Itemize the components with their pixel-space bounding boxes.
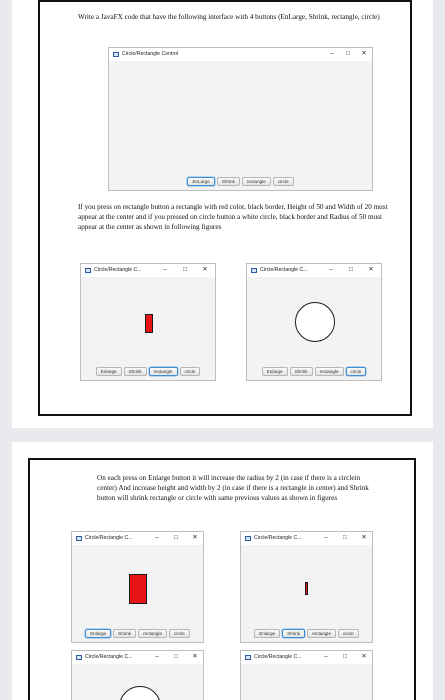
enlarge-button[interactable]: EnLarge bbox=[187, 177, 214, 186]
rectangle-button[interactable]: rectangle bbox=[315, 367, 344, 376]
window-title: Circle/Rectangle C... bbox=[254, 535, 302, 541]
rectangle-window bbox=[80, 263, 216, 381]
close-icon[interactable]: ✕ bbox=[368, 266, 374, 273]
maximize-icon[interactable]: □ bbox=[346, 50, 350, 57]
app-icon bbox=[251, 268, 257, 273]
window-content bbox=[81, 277, 215, 380]
shrink-button[interactable]: Shrink bbox=[282, 629, 305, 638]
button-bar bbox=[241, 629, 372, 638]
enlarged-rectangle-window bbox=[71, 531, 204, 643]
rectangle-button[interactable]: rectangle bbox=[242, 177, 271, 186]
app-icon bbox=[85, 268, 91, 273]
window-title: Circle/Rectangle C... bbox=[85, 654, 133, 660]
button-bar bbox=[81, 367, 215, 376]
app-icon bbox=[245, 655, 251, 660]
window-title: Circle/Rectangle C... bbox=[94, 267, 142, 273]
window-content bbox=[247, 277, 381, 380]
title-bar bbox=[72, 651, 203, 664]
white-circle bbox=[119, 686, 161, 700]
app-icon bbox=[76, 536, 82, 541]
minimize-icon[interactable]: – bbox=[163, 266, 167, 273]
circle-window-partial bbox=[71, 650, 204, 700]
title-bar bbox=[81, 264, 215, 277]
red-rectangle bbox=[129, 574, 147, 604]
window-content bbox=[241, 664, 372, 700]
title-bar bbox=[72, 532, 203, 545]
shrink-button[interactable]: Shrink bbox=[124, 367, 147, 376]
shrink-button[interactable]: Shrink bbox=[113, 629, 136, 638]
shrink-button[interactable]: Shrink bbox=[217, 177, 240, 186]
shrunk-rectangle-window bbox=[240, 531, 373, 643]
minimize-icon[interactable]: – bbox=[329, 266, 333, 273]
title-bar bbox=[109, 48, 372, 61]
close-icon[interactable]: ✕ bbox=[192, 534, 198, 541]
minimize-icon[interactable]: – bbox=[155, 653, 159, 660]
white-circle bbox=[295, 302, 335, 342]
maximize-icon[interactable]: □ bbox=[343, 534, 347, 541]
window-content bbox=[72, 545, 203, 642]
circle-window bbox=[246, 263, 382, 381]
app-icon bbox=[76, 655, 82, 660]
close-icon[interactable]: ✕ bbox=[361, 50, 367, 57]
window-title: Circle/Rectangle C... bbox=[85, 535, 133, 541]
enlarge-button[interactable]: Enlarge bbox=[85, 629, 111, 638]
maximize-icon[interactable]: □ bbox=[174, 534, 178, 541]
minimize-icon[interactable]: – bbox=[155, 534, 159, 541]
maximize-icon[interactable]: □ bbox=[343, 653, 347, 660]
minimize-icon[interactable]: – bbox=[330, 50, 334, 57]
button-bar bbox=[247, 367, 381, 376]
enlarge-button[interactable]: Enlarge bbox=[254, 629, 280, 638]
circle-button[interactable]: circle bbox=[169, 629, 190, 638]
enlarge-button[interactable]: Enlarge bbox=[96, 367, 122, 376]
close-icon[interactable]: ✕ bbox=[202, 266, 208, 273]
window-title: Circle/Rectangle C... bbox=[260, 267, 308, 273]
minimize-icon[interactable]: – bbox=[324, 534, 328, 541]
minimize-icon[interactable]: – bbox=[324, 653, 328, 660]
window-title: Circle/Rectangle C... bbox=[254, 654, 302, 660]
close-icon[interactable]: ✕ bbox=[192, 653, 198, 660]
close-icon[interactable]: ✕ bbox=[361, 534, 367, 541]
title-bar bbox=[247, 264, 381, 277]
enlarge-button[interactable]: Enlarge bbox=[262, 367, 288, 376]
window-title: Circle/Rectangle Control bbox=[122, 51, 179, 57]
window-content bbox=[72, 664, 203, 700]
title-bar bbox=[241, 532, 372, 545]
circle-button[interactable]: circle bbox=[180, 367, 201, 376]
window-content bbox=[109, 61, 372, 190]
intro-text: Write a JavaFX code that have the following interface with 4 buttons (EnLarge, Shrink, rectangle, circle) bbox=[78, 13, 380, 21]
second-window-partial bbox=[240, 650, 373, 700]
app-icon bbox=[245, 536, 251, 541]
circle-button[interactable]: circle bbox=[346, 367, 367, 376]
document-page-2 bbox=[12, 442, 433, 700]
main-window bbox=[108, 47, 373, 191]
red-rectangle bbox=[145, 314, 153, 333]
window-content bbox=[241, 545, 372, 642]
maximize-icon[interactable]: □ bbox=[174, 653, 178, 660]
shrink-button[interactable]: Shrink bbox=[290, 367, 313, 376]
rectangle-button[interactable]: rectangle bbox=[307, 629, 336, 638]
circle-button[interactable]: circle bbox=[273, 177, 294, 186]
button-bar bbox=[72, 629, 203, 638]
maximize-icon[interactable]: □ bbox=[349, 266, 353, 273]
app-icon bbox=[113, 52, 119, 57]
title-bar bbox=[241, 651, 372, 664]
rectangle-button[interactable]: rectangle bbox=[138, 629, 167, 638]
rectangle-button[interactable]: rectangle bbox=[149, 367, 178, 376]
close-icon[interactable]: ✕ bbox=[361, 653, 367, 660]
red-rectangle bbox=[305, 582, 308, 595]
maximize-icon[interactable]: □ bbox=[183, 266, 187, 273]
description-text: If you press on rectangle button a rectangle with red color, black border, Height of 50 and Width of 20 must appear at the center and if you pressed on circle button a white circle, black border and Radius of 50 must appear at the center as shown in following figures bbox=[78, 203, 388, 232]
button-bar bbox=[109, 177, 372, 186]
description-text: On each press on Enlarge button it will increase the radius by 2 (in case if there is a circlein center) And increase height and width by 2 (in case if there is a rectangle in center) and Shrink button will shrink rectangle or circle with same previous values as shown in figures bbox=[97, 474, 369, 503]
circle-button[interactable]: circle bbox=[338, 629, 359, 638]
document-page-1 bbox=[12, 0, 433, 428]
